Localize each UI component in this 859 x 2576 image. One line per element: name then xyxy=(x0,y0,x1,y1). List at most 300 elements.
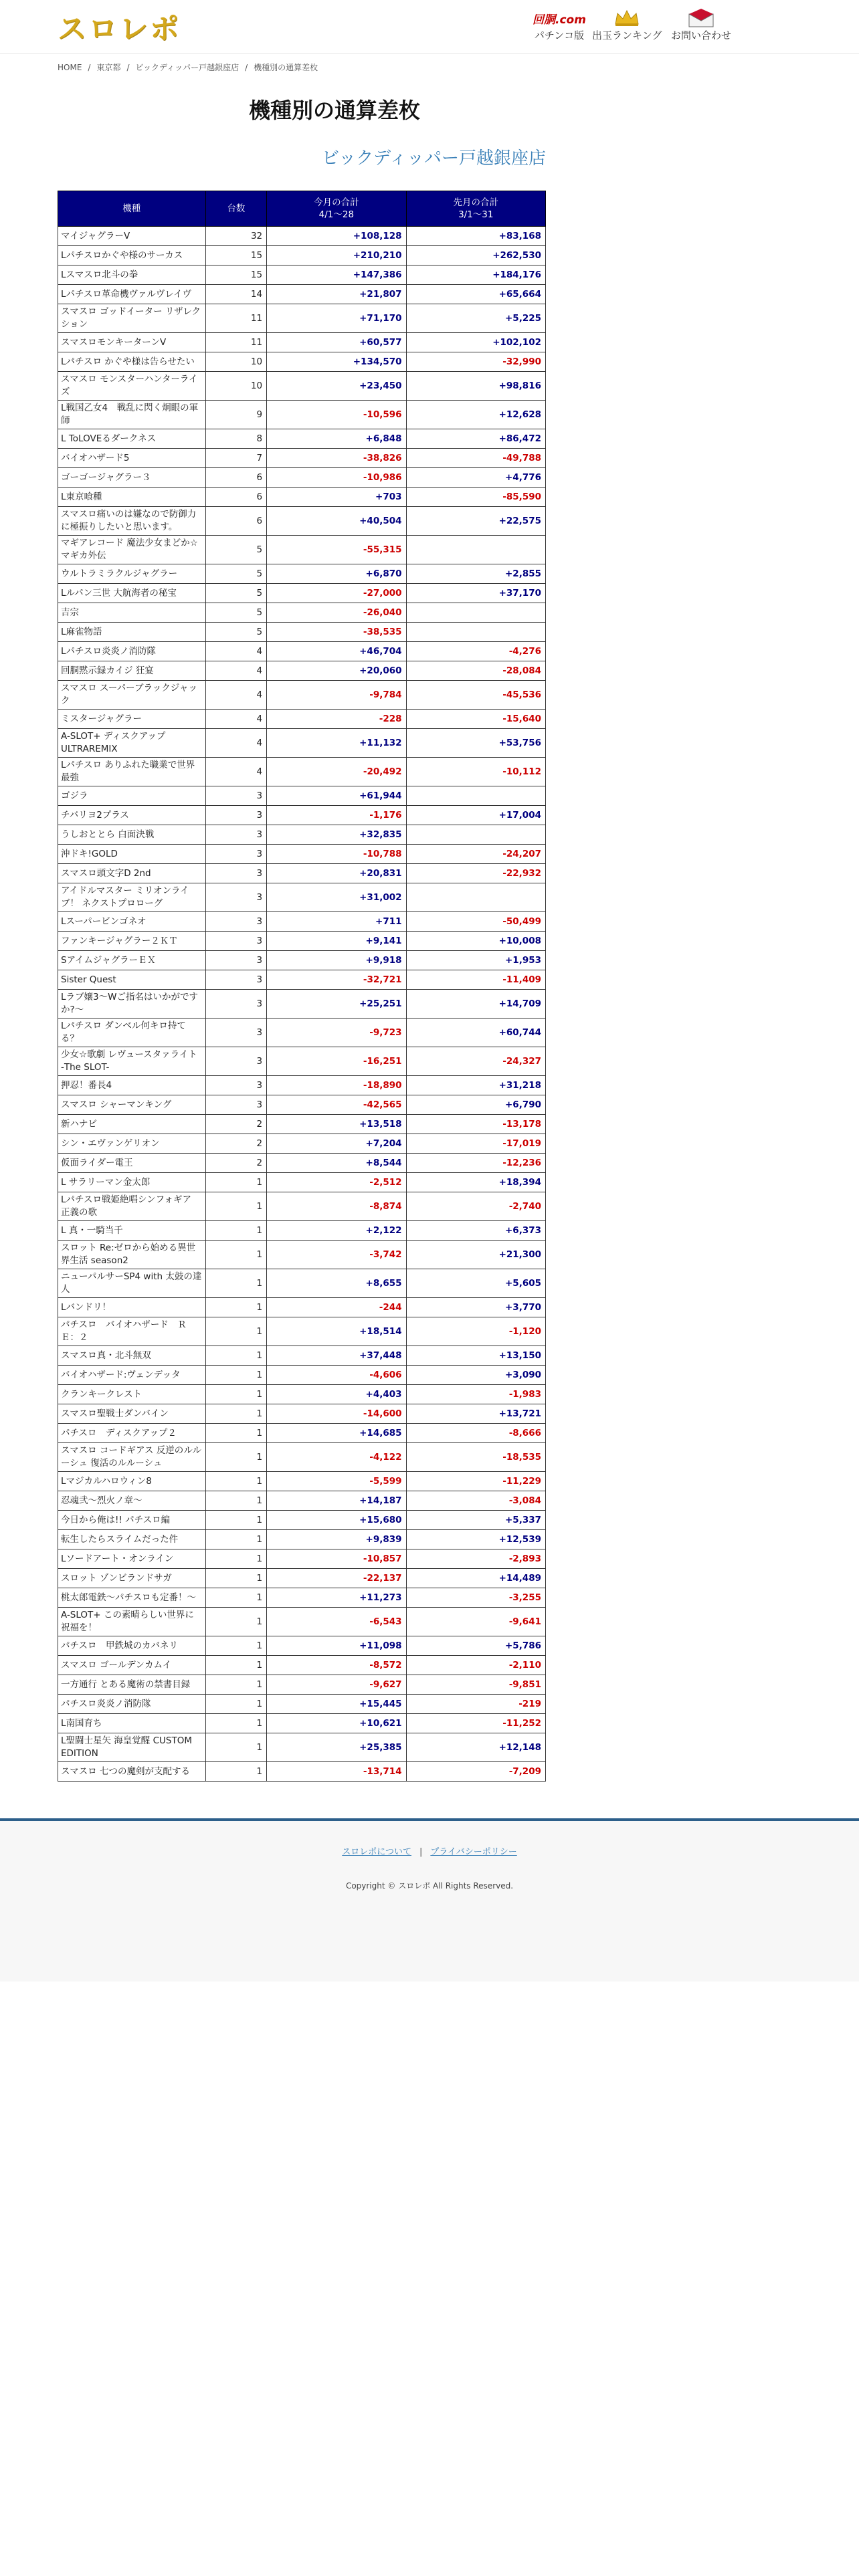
model-name-cell: 一方通行 とある魔術の禁書目録 xyxy=(58,1675,206,1695)
model-name-cell: Lスマスロ北斗の拳 xyxy=(58,265,206,285)
last-month-diff-cell xyxy=(406,623,545,642)
machine-count-cell: 9 xyxy=(205,401,267,429)
this-month-diff-cell: -18,890 xyxy=(267,1076,406,1095)
machine-count-cell: 4 xyxy=(205,758,267,786)
table-row xyxy=(58,1588,546,1608)
last-month-diff-cell: +31,218 xyxy=(406,1076,545,1095)
nav-contact[interactable] xyxy=(671,9,731,42)
machine-count-cell: 32 xyxy=(205,227,267,246)
machine-count-cell: 1 xyxy=(205,1241,267,1269)
table-row xyxy=(58,1472,546,1491)
machine-count-cell: 5 xyxy=(205,536,267,564)
machine-count-cell: 3 xyxy=(205,951,267,970)
last-month-diff-cell: +17,004 xyxy=(406,806,545,825)
machine-count-cell: 4 xyxy=(205,661,267,681)
model-name-cell: アイドルマスター ミリオンライブ！ ネクストプロローグ xyxy=(58,883,206,912)
machine-count-cell: 1 xyxy=(205,1269,267,1298)
this-month-diff-cell: -8,874 xyxy=(267,1192,406,1221)
table-row xyxy=(58,1608,546,1636)
model-name-cell: L 真・一騎当千 xyxy=(58,1221,206,1241)
this-month-diff-cell: -9,723 xyxy=(267,1018,406,1047)
machine-count-cell: 1 xyxy=(205,1733,267,1762)
this-month-diff-cell: -3,742 xyxy=(267,1241,406,1269)
table-row xyxy=(58,1192,546,1221)
table-row xyxy=(58,1491,546,1511)
model-name-cell: Lパチスロ ありふれた職業で世界最強 xyxy=(58,758,206,786)
table-row xyxy=(58,710,546,729)
table-row xyxy=(58,1714,546,1733)
machine-count-cell: 2 xyxy=(205,1134,267,1154)
this-month-diff-cell: -2,512 xyxy=(267,1173,406,1192)
last-month-diff-cell: -50,499 xyxy=(406,912,545,932)
table-row xyxy=(58,990,546,1018)
site-footer xyxy=(0,1818,859,1981)
last-month-diff-cell: +12,148 xyxy=(406,1733,545,1762)
model-name-cell: シン・エヴァンゲリオン xyxy=(58,1134,206,1154)
machine-count-cell: 1 xyxy=(205,1530,267,1549)
table-row xyxy=(58,825,546,845)
breadcrumb-prefecture[interactable]: 東京都 xyxy=(96,63,121,72)
col-last-month-header: 先月の合計 3/1〜31 xyxy=(406,191,545,227)
table-row xyxy=(58,584,546,603)
this-month-diff-cell: -27,000 xyxy=(267,584,406,603)
nav-contact-label: お問い合わせ xyxy=(671,29,732,41)
model-name-cell: スマスロ シャーマンキング xyxy=(58,1095,206,1115)
machine-count-cell: 4 xyxy=(205,710,267,729)
this-month-diff-cell: -8,572 xyxy=(267,1656,406,1675)
last-month-diff-cell: +21,300 xyxy=(406,1241,545,1269)
nav-pachinko-label: パチンコ版 xyxy=(534,29,585,41)
nav-ranking-label: 出玉ランキング xyxy=(592,29,662,41)
this-month-diff-cell: +32,835 xyxy=(267,825,406,845)
this-month-diff-cell: +31,002 xyxy=(267,883,406,912)
last-month-diff-cell: -11,409 xyxy=(406,970,545,990)
this-month-diff-cell: +21,807 xyxy=(267,285,406,304)
this-month-diff-cell: +11,273 xyxy=(267,1588,406,1608)
this-month-diff-cell: +40,504 xyxy=(267,507,406,536)
model-name-cell: A-SLOT+ ディスクアップ ULTRAREMIX xyxy=(58,729,206,758)
last-month-diff-cell: +10,008 xyxy=(406,932,545,951)
model-name-cell: スマスロ コードギアス 反逆のルルーシュ 復活のルルーシュ xyxy=(58,1443,206,1472)
table-row xyxy=(58,285,546,304)
this-month-diff-cell: +147,386 xyxy=(267,265,406,285)
table-row xyxy=(58,1269,546,1298)
this-month-diff-cell: +61,944 xyxy=(267,786,406,806)
this-month-diff-cell: +108,128 xyxy=(267,227,406,246)
machine-count-cell: 1 xyxy=(205,1714,267,1733)
this-month-diff-cell: +14,187 xyxy=(267,1491,406,1511)
last-month-diff-cell: -2,110 xyxy=(406,1656,545,1675)
model-name-cell: 少女☆歌劇 レヴュースタァライト -The SLOT- xyxy=(58,1047,206,1076)
last-month-diff-cell: -15,640 xyxy=(406,710,545,729)
this-month-diff-cell: -38,826 xyxy=(267,449,406,468)
machine-count-cell: 10 xyxy=(205,372,267,401)
model-name-cell: L南国育ち xyxy=(58,1714,206,1733)
last-month-diff-cell xyxy=(406,536,545,564)
this-month-diff-cell: +15,445 xyxy=(267,1695,406,1714)
model-name-cell: スロット ゾンビランドサガ xyxy=(58,1569,206,1588)
this-month-diff-cell: +10,621 xyxy=(267,1714,406,1733)
machine-count-cell: 6 xyxy=(205,488,267,507)
last-month-diff-cell: -11,229 xyxy=(406,1472,545,1491)
col-model-header: 機種 xyxy=(58,191,206,227)
last-month-diff-cell: -12,236 xyxy=(406,1154,545,1173)
table-row xyxy=(58,468,546,488)
kaidou-logo-icon: 回胴.com xyxy=(533,13,586,27)
last-month-diff-cell: +102,102 xyxy=(406,333,545,352)
model-name-cell: ゴジラ xyxy=(58,786,206,806)
last-month-diff-cell: +22,575 xyxy=(406,507,545,536)
model-name-cell: チバリヨ2プラス xyxy=(58,806,206,825)
machine-count-cell: 1 xyxy=(205,1588,267,1608)
table-row xyxy=(58,1385,546,1404)
model-name-cell: Lルパン三世 大航海者の秘宝 xyxy=(58,584,206,603)
model-name-cell: ウルトラミラクルジャグラー xyxy=(58,564,206,584)
last-month-diff-cell: +262,530 xyxy=(406,246,545,265)
table-row xyxy=(58,449,546,468)
this-month-diff-cell: -1,176 xyxy=(267,806,406,825)
machine-count-cell: 1 xyxy=(205,1366,267,1385)
table-row xyxy=(58,429,546,449)
model-name-cell: 新ハナビ xyxy=(58,1115,206,1134)
model-name-cell: A-SLOT+ この素晴らしい世界に祝福を！ xyxy=(58,1608,206,1636)
last-month-diff-cell: +83,168 xyxy=(406,227,545,246)
this-month-diff-cell: -32,721 xyxy=(267,970,406,990)
this-month-diff-cell: -14,600 xyxy=(267,1404,406,1424)
model-name-cell: スマスロ ゴッドイーター リザレクション xyxy=(58,304,206,333)
this-month-diff-cell: +9,918 xyxy=(267,951,406,970)
last-month-diff-cell: +13,150 xyxy=(406,1346,545,1366)
model-name-cell: バイオハザード5 xyxy=(58,449,206,468)
this-month-diff-cell: +13,518 xyxy=(267,1115,406,1134)
table-row xyxy=(58,1404,546,1424)
machine-count-cell: 1 xyxy=(205,1221,267,1241)
this-month-diff-cell: +18,514 xyxy=(267,1317,406,1346)
this-month-diff-cell: -244 xyxy=(267,1298,406,1317)
this-month-diff-cell: -38,535 xyxy=(267,623,406,642)
copyright: Copyright © スロレポ All Rights Reserved. xyxy=(345,1881,514,1891)
table-row xyxy=(58,1298,546,1317)
model-name-cell: L東京喰種 xyxy=(58,488,206,507)
last-month-diff-cell: -22,932 xyxy=(406,864,545,883)
table-row xyxy=(58,864,546,883)
model-name-cell: Lパチスロ ダンベル何キロ持てる？ xyxy=(58,1018,206,1047)
table-row xyxy=(58,1656,546,1675)
breadcrumb-home[interactable]: HOME xyxy=(58,63,82,72)
this-month-diff-cell: -228 xyxy=(267,710,406,729)
this-month-diff-cell: -4,606 xyxy=(267,1366,406,1385)
model-name-cell: パチスロ バイオハザード ＲＥ：２ xyxy=(58,1317,206,1346)
machine-count-cell: 1 xyxy=(205,1173,267,1192)
last-month-diff-cell: +12,628 xyxy=(406,401,545,429)
table-row xyxy=(58,1695,546,1714)
last-month-diff-cell xyxy=(406,603,545,623)
machine-count-cell: 11 xyxy=(205,333,267,352)
model-name-cell: 吉宗 xyxy=(58,603,206,623)
table-row xyxy=(58,1317,546,1346)
table-header-row xyxy=(58,191,546,227)
last-month-diff-cell: +14,489 xyxy=(406,1569,545,1588)
last-month-diff-cell: -8,666 xyxy=(406,1424,545,1443)
breadcrumb-store[interactable]: ビックディッパー戸越銀座店 xyxy=(135,63,240,72)
table-row xyxy=(58,1366,546,1385)
last-month-diff-cell: +65,664 xyxy=(406,285,545,304)
table-row xyxy=(58,623,546,642)
this-month-diff-cell: +23,450 xyxy=(267,372,406,401)
machine-count-cell: 1 xyxy=(205,1346,267,1366)
machine-count-cell: 15 xyxy=(205,265,267,285)
last-month-diff-cell: -24,207 xyxy=(406,845,545,864)
table-row xyxy=(58,507,546,536)
model-name-cell: スマスロ ゴールデンカムイ xyxy=(58,1656,206,1675)
this-month-diff-cell: -10,986 xyxy=(267,468,406,488)
table-row xyxy=(58,912,546,932)
model-name-cell: スマスロ スーパーブラックジャック xyxy=(58,681,206,710)
last-month-diff-cell: +37,170 xyxy=(406,584,545,603)
model-name-cell: スマスロ真・北斗無双 xyxy=(58,1346,206,1366)
this-month-diff-cell: +60,577 xyxy=(267,333,406,352)
machine-count-cell: 4 xyxy=(205,642,267,661)
machine-count-cell: 3 xyxy=(205,932,267,951)
model-name-cell: スマスロ聖戦士ダンバイン xyxy=(58,1404,206,1424)
this-month-diff-cell: +9,141 xyxy=(267,932,406,951)
machine-count-cell: 1 xyxy=(205,1569,267,1588)
model-name-cell: ファンキージャグラー２ＫＴ xyxy=(58,932,206,951)
last-month-diff-cell: +86,472 xyxy=(406,429,545,449)
last-month-diff-cell: +53,756 xyxy=(406,729,545,758)
table-row xyxy=(58,333,546,352)
model-name-cell: クランキークレスト xyxy=(58,1385,206,1404)
this-month-diff-cell: +15,680 xyxy=(267,1511,406,1530)
model-name-cell: 仮面ライダー電王 xyxy=(58,1154,206,1173)
this-month-diff-cell: +11,132 xyxy=(267,729,406,758)
privacy-link[interactable]: プライバシーポリシー xyxy=(430,1847,517,1857)
last-month-diff-cell: -49,788 xyxy=(406,449,545,468)
model-name-cell: ミスタージャグラー xyxy=(58,710,206,729)
last-month-diff-cell: -3,084 xyxy=(406,1491,545,1511)
table-row xyxy=(58,1762,546,1782)
this-month-diff-cell: -16,251 xyxy=(267,1047,406,1076)
this-month-diff-cell: +11,098 xyxy=(267,1636,406,1656)
last-month-diff-cell: -85,590 xyxy=(406,488,545,507)
this-month-diff-cell: -10,788 xyxy=(267,845,406,864)
this-month-diff-cell: +9,839 xyxy=(267,1530,406,1549)
this-month-diff-cell: +25,251 xyxy=(267,990,406,1018)
this-month-diff-cell: +6,848 xyxy=(267,429,406,449)
last-month-diff-cell: -9,641 xyxy=(406,1608,545,1636)
this-month-diff-cell: -22,137 xyxy=(267,1569,406,1588)
model-name-cell: Lパチスロ戦姫絶唱シンフォギア 正義の歌 xyxy=(58,1192,206,1221)
table-row xyxy=(58,951,546,970)
this-month-diff-cell: +25,385 xyxy=(267,1733,406,1762)
table-row xyxy=(58,932,546,951)
machine-count-cell: 3 xyxy=(205,912,267,932)
machine-count-cell: 7 xyxy=(205,449,267,468)
machine-count-cell: 1 xyxy=(205,1443,267,1472)
table-row xyxy=(58,729,546,758)
table-row xyxy=(58,1154,546,1173)
table-row xyxy=(58,1221,546,1241)
machine-count-cell: 1 xyxy=(205,1298,267,1317)
table-row xyxy=(58,1115,546,1134)
machine-count-cell: 5 xyxy=(205,603,267,623)
machine-count-cell: 5 xyxy=(205,564,267,584)
page-title: 機種別の通算差枚 xyxy=(248,98,420,123)
this-month-diff-cell: -20,492 xyxy=(267,758,406,786)
table-row xyxy=(58,1018,546,1047)
model-name-cell: バイオハザード:ヴェンデッタ xyxy=(58,1366,206,1385)
table-row xyxy=(58,1047,546,1076)
machine-count-cell: 10 xyxy=(205,352,267,372)
this-month-diff-cell: -10,857 xyxy=(267,1549,406,1569)
table-row xyxy=(58,1549,546,1569)
machine-count-cell: 3 xyxy=(205,806,267,825)
model-name-cell: 忍魂弐〜烈火ノ章〜 xyxy=(58,1491,206,1511)
model-name-cell: 今日から俺は!! パチスロ編 xyxy=(58,1511,206,1530)
last-month-diff-cell: -10,112 xyxy=(406,758,545,786)
table-row xyxy=(58,642,546,661)
last-month-diff-cell: +4,776 xyxy=(406,468,545,488)
model-name-cell: スマスロ モンスターハンターライズ xyxy=(58,372,206,401)
model-name-cell: L聖闘士星矢 海皇覚醒 CUSTOM EDITION xyxy=(58,1733,206,1762)
machine-count-cell: 2 xyxy=(205,1115,267,1134)
site-header xyxy=(0,0,859,54)
store-name: ビックディッパー戸越銀座店 xyxy=(322,148,546,169)
this-month-diff-cell: -10,596 xyxy=(267,401,406,429)
last-month-diff-cell: +5,605 xyxy=(406,1269,545,1298)
table-row xyxy=(58,1733,546,1762)
last-month-diff-cell: +60,744 xyxy=(406,1018,545,1047)
last-month-diff-cell: -28,084 xyxy=(406,661,545,681)
this-month-diff-cell: +46,704 xyxy=(267,642,406,661)
this-month-diff-cell: -13,714 xyxy=(267,1762,406,1782)
footer-links: スロレポについて | プライバシーポリシー xyxy=(342,1847,517,1857)
last-month-diff-cell xyxy=(406,825,545,845)
table-row xyxy=(58,265,546,285)
mail-icon xyxy=(688,9,714,27)
model-name-cell: ニューパルサーSP4 with 太鼓の達人 xyxy=(58,1269,206,1298)
model-name-cell: 桃太郎電鉄〜パチスロも定番！〜 xyxy=(58,1588,206,1608)
last-month-diff-cell: -1,120 xyxy=(406,1317,545,1346)
model-name-cell: SアイムジャグラーＥＸ xyxy=(58,951,206,970)
about-link[interactable]: スロレポについて xyxy=(342,1847,411,1857)
table-row xyxy=(58,1424,546,1443)
this-month-diff-cell: +6,870 xyxy=(267,564,406,584)
model-name-cell: Lバンドリ！ xyxy=(58,1298,206,1317)
table-row xyxy=(58,246,546,265)
nav-ranking[interactable] xyxy=(592,9,662,42)
table-row xyxy=(58,681,546,710)
last-month-diff-cell: +5,225 xyxy=(406,304,545,333)
this-month-diff-cell: -42,565 xyxy=(267,1095,406,1115)
machine-count-cell: 1 xyxy=(205,1491,267,1511)
this-month-diff-cell: +37,448 xyxy=(267,1346,406,1366)
table-row xyxy=(58,1346,546,1366)
machine-count-cell: 1 xyxy=(205,1192,267,1221)
this-month-diff-cell: -9,627 xyxy=(267,1675,406,1695)
last-month-diff-cell: +5,337 xyxy=(406,1511,545,1530)
this-month-diff-cell: +7,204 xyxy=(267,1134,406,1154)
last-month-diff-cell: -45,536 xyxy=(406,681,545,710)
model-name-cell: ゴーゴージャグラー３ xyxy=(58,468,206,488)
model-name-cell: L戦国乙女4 戦乱に閃く炯眼の軍師 xyxy=(58,401,206,429)
machine-count-cell: 1 xyxy=(205,1511,267,1530)
this-month-diff-cell: +20,831 xyxy=(267,864,406,883)
machine-count-cell: 3 xyxy=(205,1076,267,1095)
this-month-diff-cell: +703 xyxy=(267,488,406,507)
col-this-month-header: 今月の合計 4/1〜28 xyxy=(267,191,406,227)
machine-count-cell: 14 xyxy=(205,285,267,304)
machine-count-cell: 3 xyxy=(205,1095,267,1115)
machine-count-cell: 1 xyxy=(205,1636,267,1656)
machine-count-cell: 5 xyxy=(205,623,267,642)
table-row xyxy=(58,1675,546,1695)
machine-count-cell: 3 xyxy=(205,825,267,845)
last-month-diff-cell: -11,252 xyxy=(406,1714,545,1733)
machine-count-cell: 4 xyxy=(205,681,267,710)
machine-count-cell: 4 xyxy=(205,729,267,758)
this-month-diff-cell: +20,060 xyxy=(267,661,406,681)
table-row xyxy=(58,1443,546,1472)
table-row xyxy=(58,786,546,806)
table-row xyxy=(58,536,546,564)
model-stats-table xyxy=(58,191,546,1782)
model-name-cell: Lスーパービンゴネオ xyxy=(58,912,206,932)
model-name-cell: 沖ドキ!GOLD xyxy=(58,845,206,864)
table-row xyxy=(58,1530,546,1549)
machine-count-cell: 1 xyxy=(205,1424,267,1443)
this-month-diff-cell: +210,210 xyxy=(267,246,406,265)
last-month-diff-cell: +5,786 xyxy=(406,1636,545,1656)
machine-count-cell: 2 xyxy=(205,1154,267,1173)
crown-icon xyxy=(613,9,640,27)
last-month-diff-cell: -2,893 xyxy=(406,1549,545,1569)
this-month-diff-cell: +4,403 xyxy=(267,1385,406,1404)
model-name-cell: 押忍！番長4 xyxy=(58,1076,206,1095)
last-month-diff-cell: -219 xyxy=(406,1695,545,1714)
model-name-cell: L麻雀物語 xyxy=(58,623,206,642)
last-month-diff-cell: -13,178 xyxy=(406,1115,545,1134)
table-row xyxy=(58,603,546,623)
this-month-diff-cell: +711 xyxy=(267,912,406,932)
last-month-diff-cell: +13,721 xyxy=(406,1404,545,1424)
machine-count-cell: 8 xyxy=(205,429,267,449)
last-month-diff-cell: +184,176 xyxy=(406,265,545,285)
machine-count-cell: 1 xyxy=(205,1385,267,1404)
model-name-cell: スマスロモンキーターンV xyxy=(58,333,206,352)
last-month-diff-cell: +2,855 xyxy=(406,564,545,584)
site-logo[interactable]: スロレポ xyxy=(58,13,181,46)
table-row xyxy=(58,970,546,990)
table-row xyxy=(58,758,546,786)
model-name-cell: 転生したらスライムだった件 xyxy=(58,1530,206,1549)
model-name-cell: パチスロ ディスクアップ２ xyxy=(58,1424,206,1443)
machine-count-cell: 1 xyxy=(205,1317,267,1346)
machine-count-cell: 1 xyxy=(205,1675,267,1695)
this-month-diff-cell: -26,040 xyxy=(267,603,406,623)
nav-pachinko[interactable] xyxy=(533,9,586,42)
last-month-diff-cell xyxy=(406,883,545,912)
table-row xyxy=(58,1173,546,1192)
model-name-cell: L ToLOVEるダークネス xyxy=(58,429,206,449)
machine-count-cell: 6 xyxy=(205,507,267,536)
machine-count-cell: 3 xyxy=(205,990,267,1018)
table-row xyxy=(58,1095,546,1115)
model-name-cell: Lパチスロかぐや様のサーカス xyxy=(58,246,206,265)
model-name-cell: Lパチスロ かぐや様は告らせたい xyxy=(58,352,206,372)
last-month-diff-cell: -4,276 xyxy=(406,642,545,661)
this-month-diff-cell: +8,655 xyxy=(267,1269,406,1298)
